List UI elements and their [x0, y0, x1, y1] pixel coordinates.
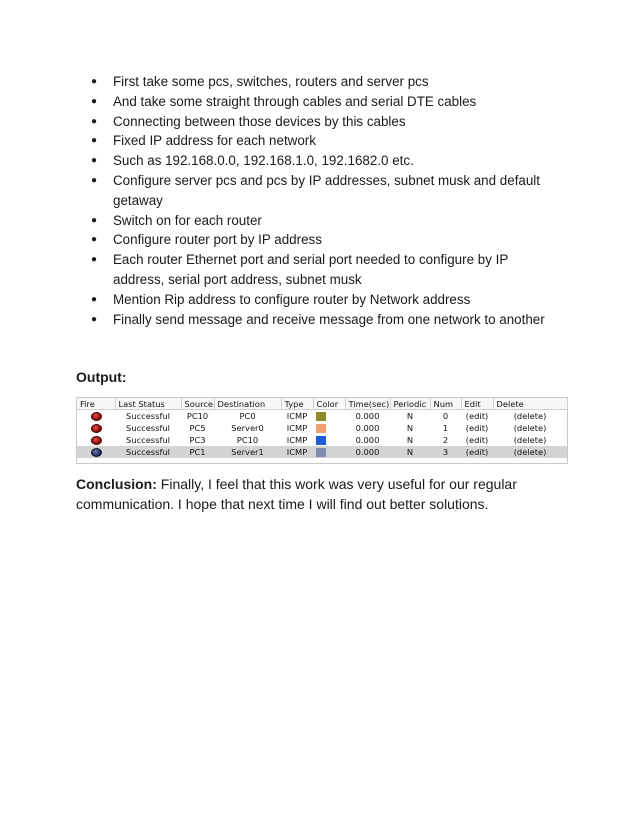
fire-icon[interactable] — [91, 412, 102, 421]
source-cell: PC3 — [189, 435, 206, 445]
table-row[interactable] — [77, 434, 567, 446]
pdu-table — [77, 398, 568, 458]
fire-icon[interactable] — [91, 448, 102, 457]
fire-icon[interactable] — [91, 424, 102, 433]
column-header-edit[interactable]: Edit — [461, 398, 493, 410]
status-cell: Successful — [126, 411, 170, 421]
type-cell: ICMP — [286, 423, 308, 433]
pdu-list-window — [76, 397, 568, 464]
time-cell: 0.000 — [345, 446, 390, 458]
delete-link[interactable]: (delete) — [513, 411, 547, 421]
delete-link[interactable]: (delete) — [513, 423, 547, 433]
status-cell: Successful — [115, 446, 181, 458]
procedure-step: ● Mention Rip address to configure router by Network address — [91, 290, 551, 310]
periodic-cell: N — [390, 446, 430, 458]
time-cell: 0.000 — [355, 423, 380, 433]
destination-cell: Server0 — [231, 423, 264, 433]
type-cell: ICMP — [281, 446, 313, 458]
column-header-num[interactable]: Num — [430, 398, 461, 410]
column-header-last-status[interactable]: Last Status — [115, 398, 181, 410]
periodic-cell: N — [406, 435, 414, 445]
conclusion-paragraph — [76, 474, 566, 514]
color-swatch — [316, 412, 326, 421]
periodic-cell: N — [406, 411, 414, 421]
procedure-step: ● Switch on for each router — [91, 211, 551, 231]
edit-link[interactable]: (edit) — [465, 411, 489, 421]
procedure-step: ● And take some straight through cables and serial DTE cables — [91, 92, 551, 112]
num-cell: 0 — [442, 411, 449, 421]
periodic-cell: N — [406, 423, 414, 433]
color-swatch — [316, 448, 326, 457]
procedure-step: ● Connecting between those devices by this cables — [91, 112, 551, 132]
column-header-delete[interactable]: Delete — [493, 398, 567, 410]
destination-cell: Server1 — [214, 446, 281, 458]
status-cell: Successful — [126, 435, 170, 445]
procedure-step: ● Such as 192.168.0.0, 192.168.1.0, 192.1682.0 etc. — [91, 151, 551, 171]
type-cell: ICMP — [286, 435, 308, 445]
pdu-table-header — [77, 398, 567, 410]
procedure-list — [91, 72, 551, 329]
delete-link[interactable]: (delete) — [493, 446, 567, 458]
num-cell: 1 — [442, 423, 449, 433]
destination-cell: PC0 — [239, 411, 256, 421]
procedure-step: ● Configure server pcs and pcs by IP addresses, subnet musk and default getaway — [91, 171, 551, 211]
column-header-destination[interactable]: Destination — [214, 398, 281, 410]
num-cell: 3 — [430, 446, 461, 458]
column-header-source[interactable]: Source — [181, 398, 214, 410]
column-header-type[interactable]: Type — [281, 398, 313, 410]
table-row[interactable] — [77, 410, 567, 423]
conclusion-text: Finally, I feel that this work was very useful for our regular communication. I hope that next time I will find out better solutions. — [76, 476, 517, 512]
color-swatch — [316, 436, 326, 445]
edit-link[interactable]: (edit) — [465, 423, 489, 433]
num-cell: 2 — [442, 435, 449, 445]
procedure-step: ● Each router Ethernet port and serial port needed to configure by IP address, serial port address, subnet musk — [91, 250, 551, 290]
output-heading: Output: — [76, 369, 127, 385]
column-header-periodic[interactable]: Periodic — [390, 398, 430, 410]
column-header-fire[interactable]: Fire — [77, 398, 115, 410]
table-row[interactable] — [77, 422, 567, 434]
procedure-step: ● First take some pcs, switches, routers and server pcs — [91, 72, 551, 92]
color-swatch — [316, 424, 326, 433]
time-cell: 0.000 — [355, 411, 380, 421]
column-header-color[interactable]: Color — [313, 398, 345, 410]
table-row-selected[interactable] — [77, 446, 567, 458]
source-cell: PC5 — [189, 423, 206, 433]
procedure-step: ● Finally send message and receive message from one network to another — [91, 310, 551, 330]
source-cell: PC1 — [181, 446, 214, 458]
edit-link[interactable]: (edit) — [465, 435, 489, 445]
time-cell: 0.000 — [355, 435, 380, 445]
procedure-step: ● Fixed IP address for each network — [91, 131, 551, 151]
status-cell: Successful — [126, 423, 170, 433]
conclusion-label: Conclusion: — [76, 476, 157, 492]
source-cell: PC10 — [186, 411, 209, 421]
fire-icon[interactable] — [91, 436, 102, 445]
delete-link[interactable]: (delete) — [513, 435, 547, 445]
edit-link[interactable]: (edit) — [461, 446, 493, 458]
column-header-time[interactable]: Time(sec) — [345, 398, 390, 410]
destination-cell: PC10 — [236, 435, 259, 445]
procedure-step: ● Configure router port by IP address — [91, 230, 551, 250]
type-cell: ICMP — [286, 411, 308, 421]
